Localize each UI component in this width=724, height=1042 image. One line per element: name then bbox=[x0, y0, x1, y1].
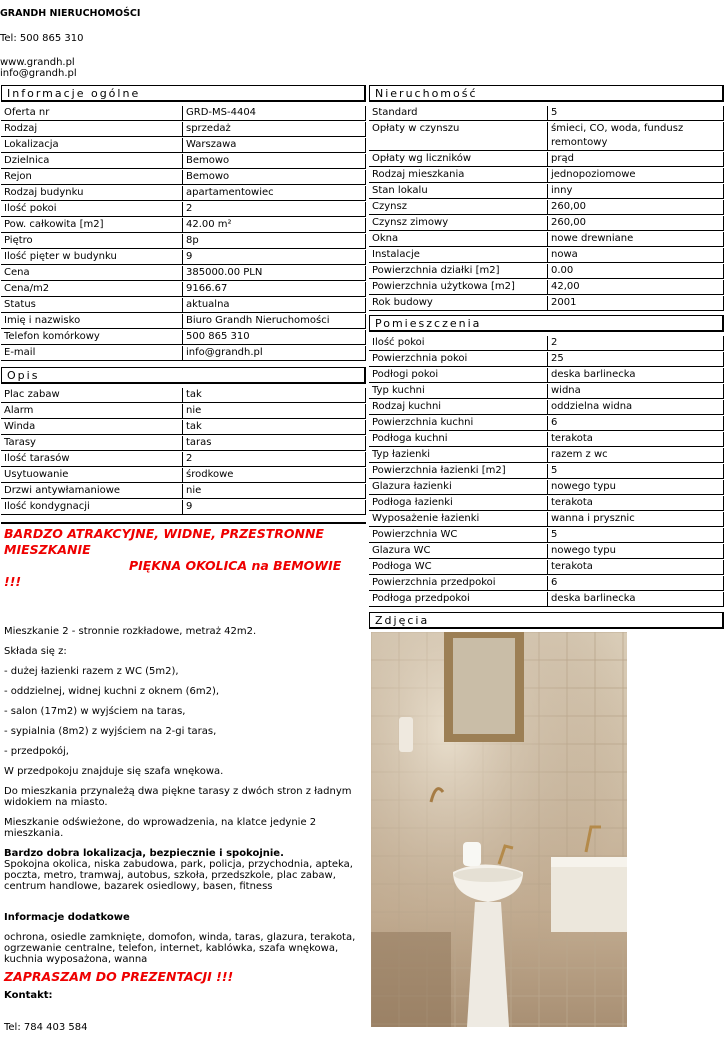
field-label: Rodzaj bbox=[1, 122, 183, 137]
field-value: apartamentowiec bbox=[183, 186, 366, 201]
field-label: Ilość pokoi bbox=[369, 336, 548, 351]
table-row bbox=[369, 368, 724, 383]
table-row bbox=[1, 404, 366, 419]
field-label: Ilość tarasów bbox=[1, 452, 183, 467]
field-value: deska barlinecka bbox=[548, 368, 724, 383]
field-label: Typ kuchni bbox=[369, 384, 548, 399]
table-row bbox=[369, 480, 724, 495]
table-row bbox=[1, 234, 366, 249]
field-value: razem z wc bbox=[548, 448, 724, 463]
table-row bbox=[1, 500, 366, 515]
field-value: prąd bbox=[548, 152, 724, 167]
field-label: Rejon bbox=[1, 170, 183, 185]
field-label: Opłaty w czynszu bbox=[369, 122, 548, 151]
field-label: Rok budowy bbox=[369, 296, 548, 311]
desc-paragraph: Mieszkanie odświeżone, do wprowadzenia, na klatce jedynie 2 mieszkania. bbox=[4, 817, 317, 839]
website-link[interactable]: www.grandh.pl bbox=[0, 57, 75, 68]
ad-headline-1: BARDZO ATRAKCYJNE, WIDNE, PRZESTRONNE MIESZKANIE bbox=[4, 526, 324, 557]
field-value: terakota bbox=[548, 496, 724, 511]
field-value: sprzedaż bbox=[183, 122, 366, 137]
field-label: Glazura WC bbox=[369, 544, 548, 559]
table-row bbox=[369, 448, 724, 463]
table-row bbox=[369, 264, 724, 279]
field-value: tak bbox=[183, 420, 366, 435]
desc-paragraph: Do mieszkania przynależą dwa piękne tarasy z dwóch stron z ładnym widokiem na miasto. bbox=[4, 786, 352, 808]
table-row bbox=[1, 388, 366, 403]
field-label: Oferta nr bbox=[1, 106, 183, 121]
field-label: Czynsz zimowy bbox=[369, 216, 548, 231]
section-title-rooms: Pomieszczenia bbox=[369, 315, 724, 332]
table-row bbox=[369, 280, 724, 295]
field-label: Dzielnica bbox=[1, 154, 183, 169]
extra-info-text: ochrona, osiedle zamknięte, domofon, winda, taras, glazura, terakota, ogrzewanie centralne, telefon, internet, kablówka, szafa wnękowa, kuchnia wyposażona, wanna bbox=[4, 932, 356, 965]
table-row bbox=[1, 468, 366, 483]
field-value: nowe drewniane bbox=[548, 232, 724, 247]
table-row bbox=[369, 184, 724, 199]
table-row bbox=[369, 352, 724, 367]
field-value: nie bbox=[183, 404, 366, 419]
email-link[interactable]: info@grandh.pl bbox=[0, 68, 77, 79]
field-value: 42,00 bbox=[548, 280, 724, 295]
field-label: Opłaty wg liczników bbox=[369, 152, 548, 167]
table-row bbox=[369, 544, 724, 559]
table-row bbox=[369, 216, 724, 231]
field-value: 2 bbox=[548, 336, 724, 351]
field-value: tak bbox=[183, 388, 366, 403]
field-label: Czynsz bbox=[369, 200, 548, 215]
field-label: Plac zabaw bbox=[1, 388, 183, 403]
field-value: 5 bbox=[548, 106, 724, 121]
table-row bbox=[1, 298, 366, 313]
company-name: GRANDH NIERUCHOMOŚCI bbox=[0, 8, 141, 19]
desc-paragraph: - oddzielnej, widnej kuchni z oknem (6m2), bbox=[4, 686, 220, 697]
table-row bbox=[1, 420, 366, 435]
field-label: Powierzchnia WC bbox=[369, 528, 548, 543]
field-label: Imię i nazwisko bbox=[1, 314, 183, 329]
desc-paragraph: W przedpokoju znajduje się szafa wnękowa. bbox=[4, 766, 224, 777]
field-label: Podłoga przedpokoi bbox=[369, 592, 548, 607]
field-label: Powierzchnia łazienki [m2] bbox=[369, 464, 548, 479]
page-header bbox=[0, 8, 360, 79]
table-row bbox=[1, 484, 366, 499]
field-label: Pow. całkowita [m2] bbox=[1, 218, 183, 233]
table-row bbox=[369, 152, 724, 167]
extra-info-title: Informacje dodatkowe bbox=[4, 912, 130, 923]
table-row bbox=[369, 122, 724, 151]
table-row bbox=[369, 248, 724, 263]
bathroom-photo-illustration bbox=[371, 632, 627, 1027]
field-label: Lokalizacja bbox=[1, 138, 183, 153]
table-row bbox=[1, 122, 366, 137]
field-value: 8p bbox=[183, 234, 366, 249]
field-value: Bemowo bbox=[183, 170, 366, 185]
field-value: 9 bbox=[183, 500, 366, 515]
field-value: terakota bbox=[548, 560, 724, 575]
field-label: Glazura łazienki bbox=[369, 480, 548, 495]
field-label: Alarm bbox=[1, 404, 183, 419]
field-label: Usytuowanie bbox=[1, 468, 183, 483]
field-value: 385000.00 PLN bbox=[183, 266, 366, 281]
field-label: Wyposażenie łazienki bbox=[369, 512, 548, 527]
field-value: wanna i prysznic bbox=[548, 512, 724, 527]
table-row bbox=[369, 168, 724, 183]
section-title-property: Nieruchomość bbox=[369, 85, 724, 102]
field-label: Instalacje bbox=[369, 248, 548, 263]
table-row bbox=[369, 296, 724, 311]
table-row bbox=[369, 384, 724, 399]
field-value: śmieci, CO, woda, fundusz remontowy bbox=[548, 122, 724, 151]
field-value: jednopoziomowe bbox=[548, 168, 724, 183]
field-value: 5 bbox=[548, 528, 724, 543]
field-label: Ilość pokoi bbox=[1, 202, 183, 217]
field-label: Podłogi pokoi bbox=[369, 368, 548, 383]
table-row bbox=[1, 452, 366, 467]
field-label: Tarasy bbox=[1, 436, 183, 451]
invite-text: ZAPRASZAM DO PREZENTACJI !!! bbox=[4, 969, 234, 984]
field-value: Bemowo bbox=[183, 154, 366, 169]
header-phone: Tel: 500 865 310 bbox=[0, 33, 84, 44]
ad-description bbox=[1, 626, 366, 1033]
field-value: 6 bbox=[548, 576, 724, 591]
left-column bbox=[1, 85, 366, 1042]
field-value: 25 bbox=[548, 352, 724, 367]
field-label: Winda bbox=[1, 420, 183, 435]
field-value: 260,00 bbox=[548, 216, 724, 231]
bathroom-photo[interactable] bbox=[371, 632, 627, 1027]
table-row bbox=[1, 218, 366, 233]
table-row bbox=[369, 336, 724, 351]
table-row bbox=[369, 512, 724, 527]
field-label: Cena bbox=[1, 266, 183, 281]
field-label: Typ łazienki bbox=[369, 448, 548, 463]
opis-table bbox=[1, 387, 366, 516]
field-value: 2001 bbox=[548, 296, 724, 311]
field-label: E-mail bbox=[1, 346, 183, 361]
table-row bbox=[1, 250, 366, 265]
location-title: Bardzo dobra lokalizacja, bezpiecznie i spokojnie. bbox=[4, 848, 284, 859]
field-label: Powierzchnia działki [m2] bbox=[369, 264, 548, 279]
table-row bbox=[1, 314, 366, 329]
field-value: info@grandh.pl bbox=[183, 346, 366, 361]
field-value: 260,00 bbox=[548, 200, 724, 215]
field-value: 42.00 m² bbox=[183, 218, 366, 233]
table-row bbox=[1, 106, 366, 121]
field-label: Drzwi antywłamaniowe bbox=[1, 484, 183, 499]
field-value: inny bbox=[548, 184, 724, 199]
field-label: Ilość kondygnacji bbox=[1, 500, 183, 515]
header-contact bbox=[0, 57, 360, 79]
section-title-photos: Zdjęcia bbox=[369, 612, 724, 629]
table-row bbox=[1, 266, 366, 281]
desc-paragraph: - salon (17m2) w wyjściem na taras, bbox=[4, 706, 186, 717]
field-label: Powierzchnia przedpokoi bbox=[369, 576, 548, 591]
section-title-opis: Opis bbox=[1, 367, 366, 384]
field-value: widna bbox=[548, 384, 724, 399]
field-label: Standard bbox=[369, 106, 548, 121]
ad-headline-2: PIĘKNA OKOLICA na BEMOWIE bbox=[129, 558, 342, 573]
table-row bbox=[1, 202, 366, 217]
field-value: 500 865 310 bbox=[183, 330, 366, 345]
table-row bbox=[369, 560, 724, 575]
field-value: 0.00 bbox=[548, 264, 724, 279]
table-row bbox=[369, 416, 724, 431]
field-label: Podłoga łazienki bbox=[369, 496, 548, 511]
table-row bbox=[369, 106, 724, 121]
field-label: Powierzchnia użytkowa [m2] bbox=[369, 280, 548, 295]
desc-paragraph: Mieszkanie 2 - stronnie rozkładowe, metraż 42m2. bbox=[4, 626, 257, 637]
table-row bbox=[1, 346, 366, 361]
field-label: Rodzaj mieszkania bbox=[369, 168, 548, 183]
table-row bbox=[1, 170, 366, 185]
desc-paragraph: Składa się z: bbox=[4, 646, 67, 657]
field-label: Status bbox=[1, 298, 183, 313]
table-row bbox=[1, 138, 366, 153]
field-label: Podłoga kuchni bbox=[369, 432, 548, 447]
table-row bbox=[369, 528, 724, 543]
section-title-general: Informacje ogólne bbox=[1, 85, 366, 102]
field-value: 6 bbox=[548, 416, 724, 431]
table-row bbox=[1, 436, 366, 451]
field-value: taras bbox=[183, 436, 366, 451]
field-label: Cena/m2 bbox=[1, 282, 183, 297]
field-value: aktualna bbox=[183, 298, 366, 313]
desc-paragraph: - dużej łazienki razem z WC (5m2), bbox=[4, 666, 179, 677]
ad-headline-3: !!! bbox=[4, 574, 22, 589]
field-label: Telefon komórkowy bbox=[1, 330, 183, 345]
field-label: Rodzaj kuchni bbox=[369, 400, 548, 415]
field-label: Powierzchnia pokoi bbox=[369, 352, 548, 367]
desc-paragraph: - sypialnia (8m2) z wyjściem na 2-gi taras, bbox=[4, 726, 217, 737]
table-row bbox=[1, 186, 366, 201]
field-value: nie bbox=[183, 484, 366, 499]
ad-headline bbox=[1, 522, 366, 590]
field-label: Ilość pięter w budynku bbox=[1, 250, 183, 265]
field-value: oddzielna widna bbox=[548, 400, 724, 415]
rooms-table bbox=[369, 335, 724, 608]
table-row bbox=[369, 400, 724, 415]
table-row bbox=[369, 496, 724, 511]
table-row bbox=[1, 330, 366, 345]
field-label: Okna bbox=[369, 232, 548, 247]
field-value: GRD-MS-4404 bbox=[183, 106, 366, 121]
field-value: 2 bbox=[183, 452, 366, 467]
field-label: Stan lokalu bbox=[369, 184, 548, 199]
general-table bbox=[1, 105, 366, 362]
field-value: Warszawa bbox=[183, 138, 366, 153]
field-value: 9166.67 bbox=[183, 282, 366, 297]
location-block bbox=[4, 848, 366, 892]
right-column bbox=[369, 85, 724, 1027]
desc-paragraph: - przedpokój, bbox=[4, 746, 69, 757]
table-row bbox=[369, 592, 724, 607]
field-value: terakota bbox=[548, 432, 724, 447]
field-value: 9 bbox=[183, 250, 366, 265]
bathtub-icon bbox=[551, 862, 627, 932]
table-row bbox=[369, 200, 724, 215]
field-value: 5 bbox=[548, 464, 724, 479]
field-value: środkowe bbox=[183, 468, 366, 483]
field-label: Powierzchnia kuchni bbox=[369, 416, 548, 431]
contact-phone: Tel: 784 403 584 bbox=[4, 1022, 88, 1033]
table-row bbox=[369, 232, 724, 247]
field-label: Rodzaj budynku bbox=[1, 186, 183, 201]
table-row bbox=[1, 282, 366, 297]
field-value: nowego typu bbox=[548, 544, 724, 559]
field-value: nowego typu bbox=[548, 480, 724, 495]
table-row bbox=[369, 432, 724, 447]
field-value: deska barlinecka bbox=[548, 592, 724, 607]
property-table bbox=[369, 105, 724, 312]
table-row bbox=[369, 576, 724, 591]
field-value: 2 bbox=[183, 202, 366, 217]
field-label: Podłoga WC bbox=[369, 560, 548, 575]
field-value: Biuro Grandh Nieruchomości bbox=[183, 314, 366, 329]
table-row bbox=[1, 154, 366, 169]
contact-label: Kontakt: bbox=[4, 990, 53, 1001]
location-text: Spokojna okolica, niska zabudowa, park, policja, przychodnia, apteka, poczta, metro, tramwaj, autobus, szkoła, przedszkole, plac zabaw, centrum handlowe, bazarek osiedlowy, basen, fitness bbox=[4, 859, 353, 892]
table-row bbox=[369, 464, 724, 479]
field-value: nowa bbox=[548, 248, 724, 263]
field-label: Piętro bbox=[1, 234, 183, 249]
